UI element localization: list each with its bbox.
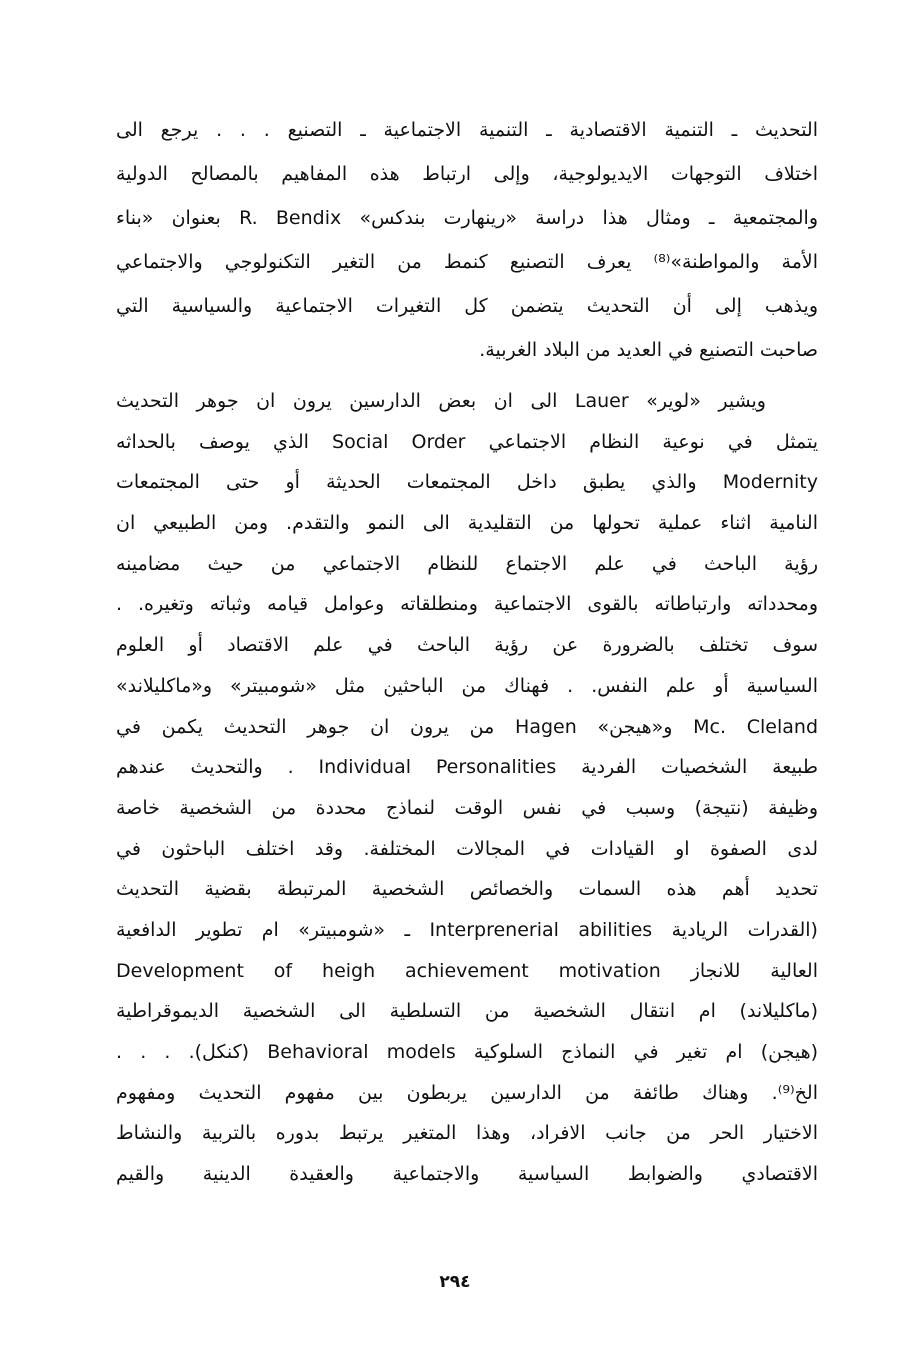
- text-line: Mc. Cleland و«هيجن» Hagen من يرون ان جوهر التحديث يكمن في: [116, 715, 818, 738]
- text-line: والمجتمعية ـ ومثال هذا دراسة «رينهارت بندكس» R. Bendix بعنوان «بناء: [116, 207, 818, 229]
- text-line: النامية اثناء عملية تحولها من التقليدية الى النمو والتقدم. ومن الطبيعي ان: [116, 512, 818, 535]
- text-line: ويشير «لوير» Lauer الى ان بعض الدارسين يرون ان جوهر التحديث: [116, 390, 766, 412]
- text-line: ومحدداته وارتباطاته بالقوى الاجتماعية ومنطلقاته وعوامل قيامه وثباته وتغيره. .: [116, 593, 818, 616]
- text-line: طبيعة الشخصيات الفردية Individual Personalities . والتحديث عندهم: [116, 756, 818, 779]
- text-line: ويذهب إلى أن التحديث يتضمن كل التغيرات الاجتماعية والسياسية التي: [116, 295, 818, 317]
- text-line: (هيجن) ام تغير في النماذج السلوكية Behavioral models (كنكل). . . .: [116, 1041, 818, 1063]
- text-line: تحديد أهم هذه السمات والخصائص الشخصية المرتبطة بقضية التحديث: [116, 878, 818, 901]
- text-line: السياسية أو علم النفس. . فهناك من الباحثين مثل «شومبيتر» و«ماكليلاند»: [116, 674, 818, 697]
- text-line: يتمثل في نوعية النظام الاجتماعي Social Order الذي يوصف بالحداثه: [116, 430, 818, 453]
- paragraph-2: [116, 381, 818, 1195]
- text-line: التحديث ـ التنمية الاقتصادية ـ التنمية الاجتماعية ـ التصنيع . . . يرجع الى: [116, 119, 818, 141]
- paragraph-1: [116, 108, 818, 372]
- text-line: (ماكليلاند) ام انتقال الشخصية من التسلطية الى الشخصية الديموقراطية: [116, 1000, 818, 1023]
- page-number: ٢٩٤: [439, 1272, 471, 1292]
- text-line: الاقتصادي والضوابط السياسية والاجتماعية والعقيدة الدينية والقيم: [116, 1163, 818, 1186]
- text-line: صاحبت التصنيع في العديد من البلاد الغربية.: [479, 339, 818, 361]
- text-line: الأمة والمواطنة»⁽⁸⁾ يعرف التصنيع كنمط من التغير التكنولوجي والاجتماعي: [116, 251, 818, 273]
- text-line: لدى الصفوة او القيادات في المجالات المختلفة. وقد اختلف الباحثون في: [116, 837, 818, 860]
- text-line: سوف تختلف بالضرورة عن رؤية الباحث في علم الاقتصاد أو العلوم: [116, 634, 818, 657]
- text-line: العالية للانجاز Development of heigh achievement motivation: [116, 959, 818, 982]
- text-line: (القدرات الريادية Interprenerial abilities ـ «شومبيتر» ام تطوير الدافعية: [116, 918, 818, 941]
- text-line: الاختيار الحر من جانب الافراد، وهذا المتغير يرتبط بدوره بالتربية والنشاط: [116, 1122, 818, 1145]
- text-line: رؤية الباحث في علم الاجتماع للنظام الاجتماعي من حيث مضامينه: [116, 552, 818, 575]
- text-line: وظيفة (نتيجة) وسبب في نفس الوقت لنماذج محددة من الشخصية خاصة: [116, 796, 818, 819]
- text-line: اختلاف التوجهات الايديولوجية، وإلى ارتباط هذه المفاهيم بالمصالح الدولية: [116, 163, 818, 185]
- text-line: الخ⁽⁹⁾. وهناك طائفة من الدارسين يربطون بين مفهوم التحديث ومفهوم: [116, 1081, 818, 1104]
- text-line: Modernity والذي يطبق داخل المجتمعات الحديثة أو حتى المجتمعات: [116, 471, 818, 494]
